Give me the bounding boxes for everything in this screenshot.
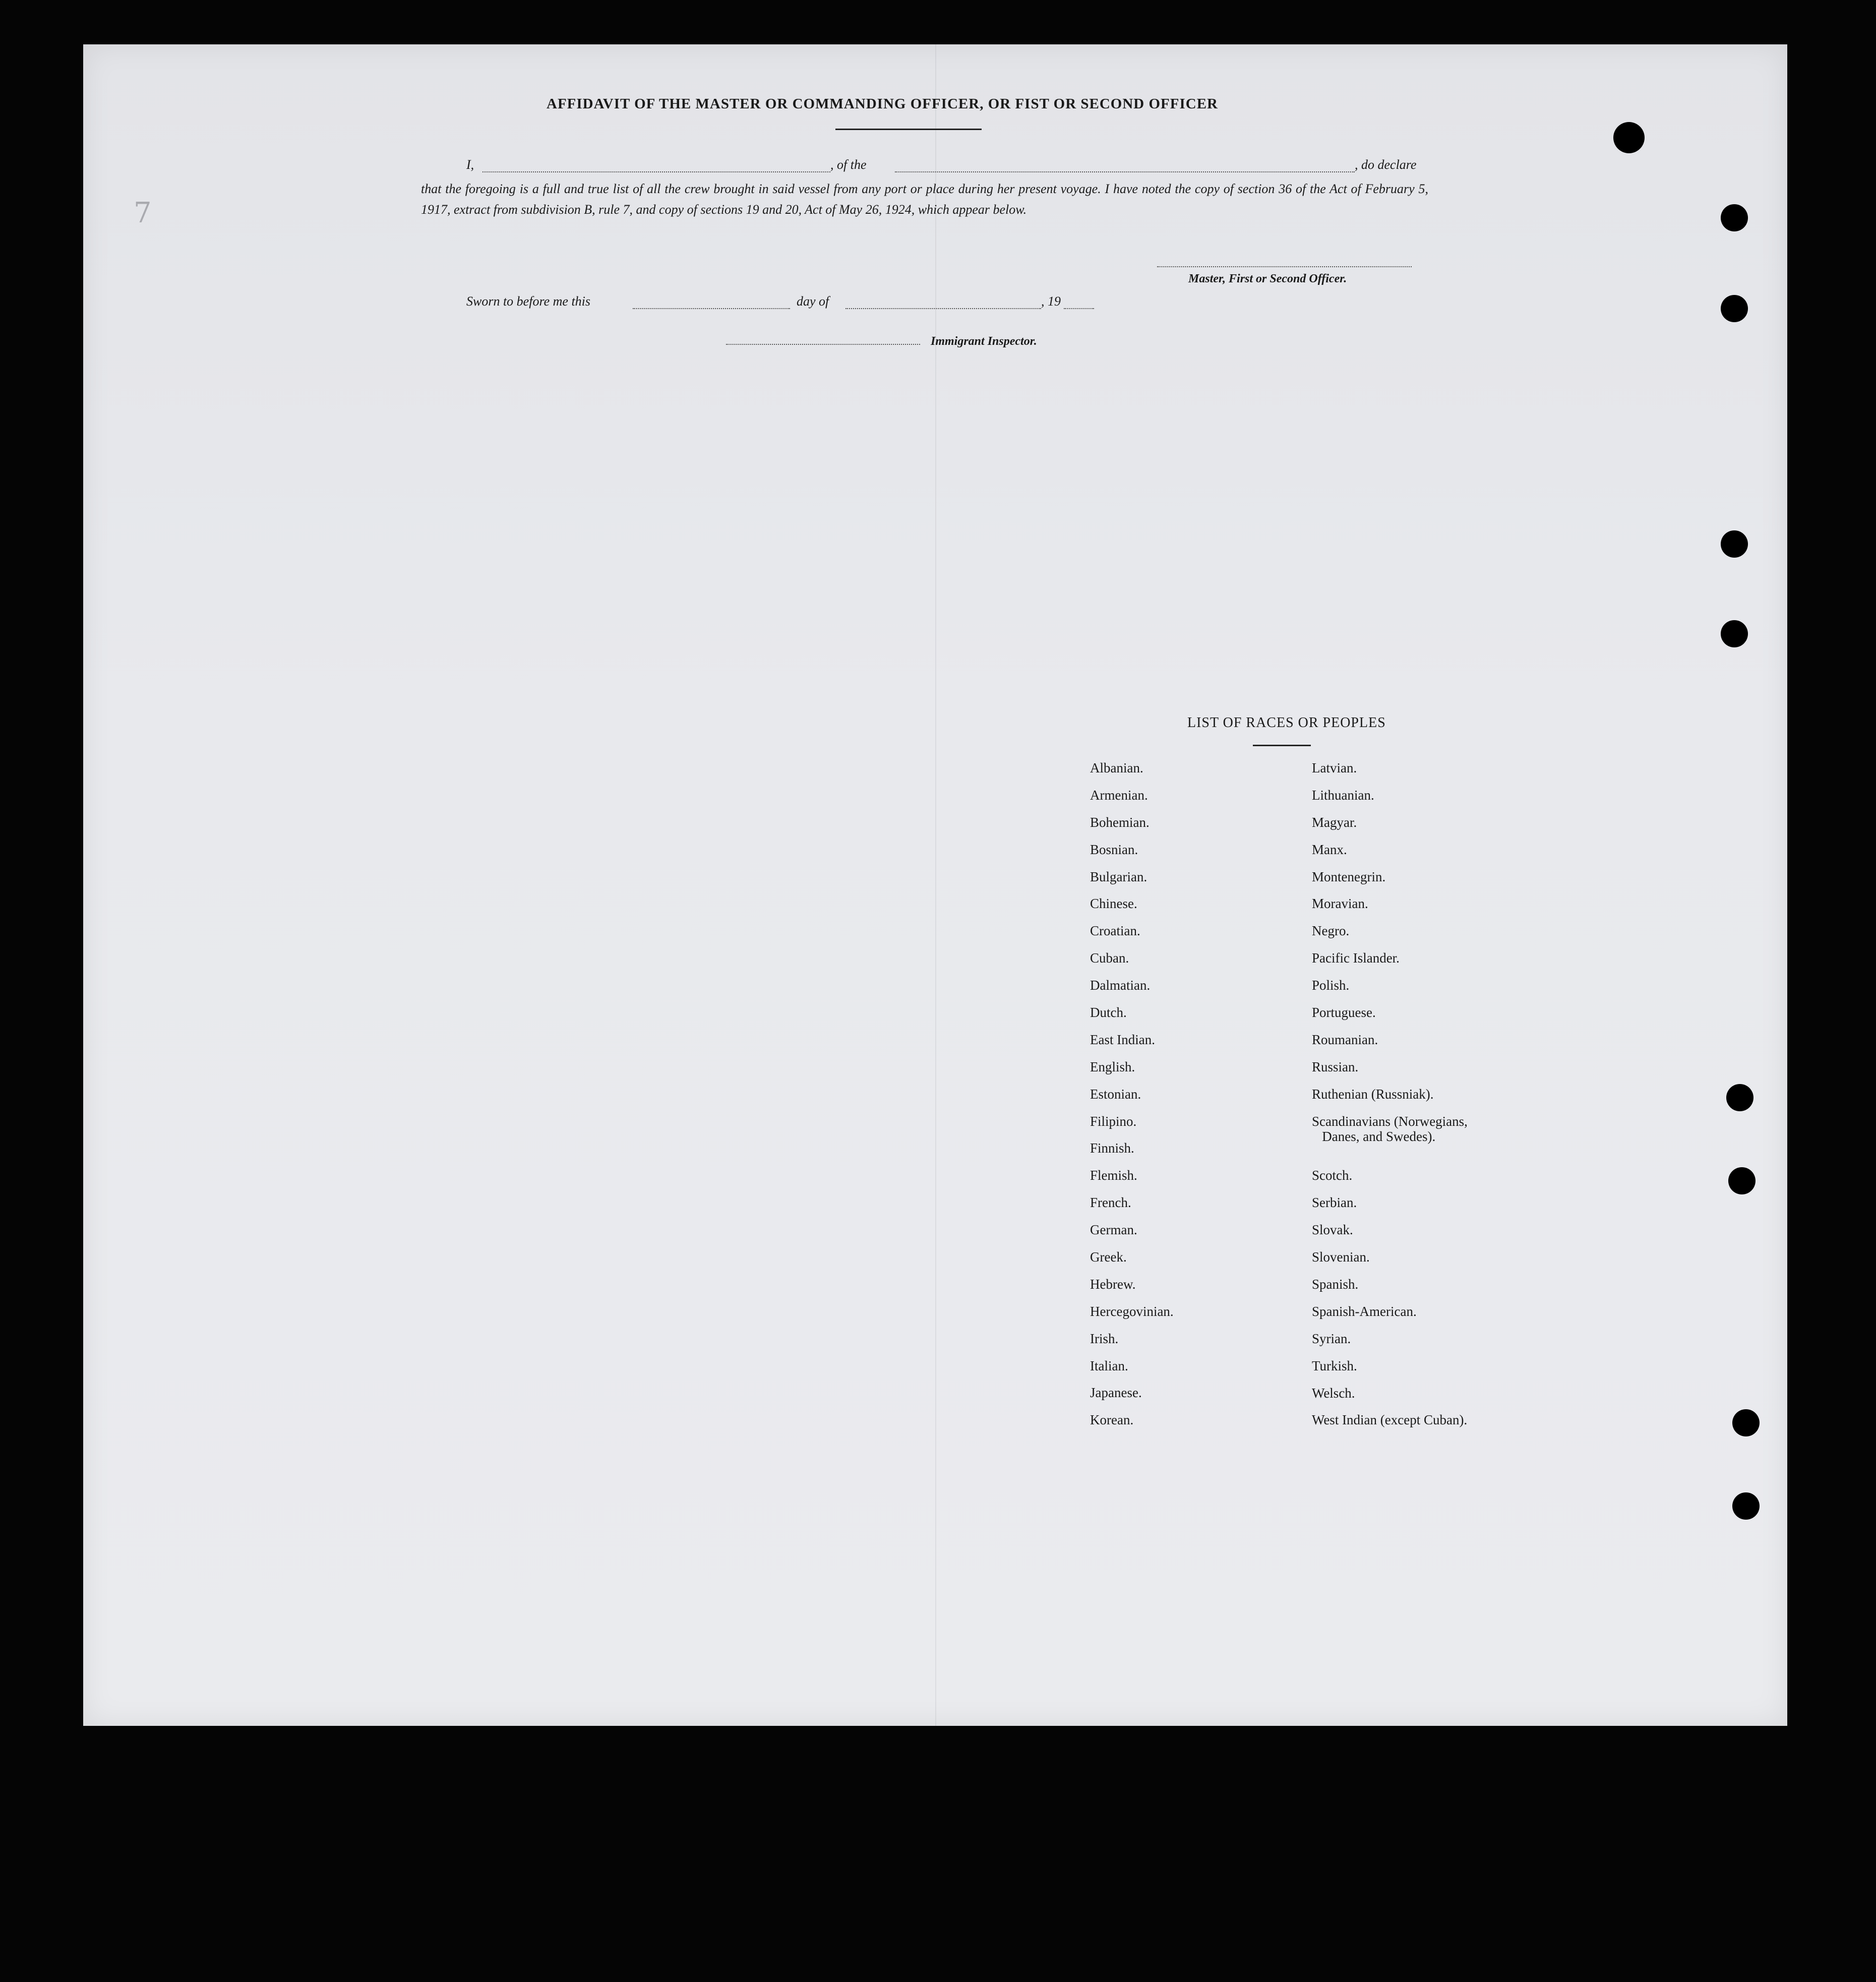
races-title: LIST OF RACES OR PEOPLES	[1187, 715, 1386, 731]
race-item: Korean.	[1090, 1412, 1134, 1428]
races-left-column	[1090, 760, 1174, 1439]
punch-hole	[1721, 204, 1748, 231]
races-title-underline	[1253, 745, 1311, 746]
race-item: Japanese.	[1090, 1385, 1142, 1401]
race-item: German.	[1090, 1222, 1137, 1238]
punch-hole	[1721, 620, 1748, 647]
race-item: Bosnian.	[1090, 842, 1138, 857]
race-item: Scandinavians (Norwegians, Danes, and Swedes).	[1312, 1113, 1468, 1144]
race-item: Armenian.	[1090, 787, 1148, 803]
race-item: Estonian.	[1090, 1086, 1141, 1102]
race-item: Welsch.	[1312, 1385, 1355, 1401]
race-item: Spanish.	[1312, 1276, 1359, 1292]
race-item: West Indian (except Cuban).	[1312, 1412, 1468, 1428]
race-item: Portuguese.	[1312, 1005, 1376, 1020]
race-item: Finnish.	[1090, 1140, 1134, 1156]
race-item: Manx.	[1312, 842, 1347, 857]
sworn-year-blank	[1064, 308, 1094, 309]
race-item: Latvian.	[1312, 760, 1357, 775]
sworn-day-of: day of	[797, 294, 829, 309]
declaration-start: I,	[466, 157, 474, 172]
race-item: Negro.	[1312, 923, 1350, 939]
declaration-first-line	[421, 157, 1428, 177]
sworn-year: , 19	[1041, 294, 1061, 309]
race-item: Italian.	[1090, 1358, 1128, 1373]
race-item: Polish.	[1312, 978, 1350, 993]
race-item: Cuban.	[1090, 950, 1129, 966]
sworn-prefix: Sworn to before me this	[466, 294, 591, 309]
race-item: Magyar.	[1312, 814, 1357, 830]
punch-hole	[1613, 122, 1645, 153]
race-item: Moravian.	[1312, 896, 1368, 912]
punch-hole	[1728, 1167, 1756, 1194]
punch-hole	[1721, 295, 1748, 322]
race-item: Flemish.	[1090, 1168, 1137, 1183]
master-signature-line	[1157, 266, 1412, 267]
affidavit-title: AFFIDAVIT OF THE MASTER OR COMMANDING OFFICER, OR FIST OR SECOND OFFICER	[547, 96, 1218, 112]
race-item: Bohemian.	[1090, 814, 1149, 830]
race-item: Albanian.	[1090, 760, 1143, 775]
race-item: Croatian.	[1090, 923, 1140, 939]
race-item: Filipino.	[1090, 1113, 1137, 1129]
race-item: Russian.	[1312, 1059, 1359, 1074]
race-item: Spanish-American.	[1312, 1303, 1417, 1319]
race-item: Roumanian.	[1312, 1032, 1378, 1047]
race-item: Bulgarian.	[1090, 869, 1147, 884]
race-item: Lithuanian.	[1312, 787, 1374, 803]
races-right-column	[1312, 760, 1468, 1439]
race-item: Montenegrin.	[1312, 869, 1386, 884]
race-item: French.	[1090, 1195, 1131, 1211]
vessel-blank	[895, 171, 1355, 172]
sworn-day-blank	[633, 308, 790, 309]
master-caption: Master, First or Second Officer.	[1188, 272, 1347, 285]
race-item: Slovak.	[1312, 1222, 1353, 1238]
declaration-do-declare: , do declare	[1355, 157, 1417, 172]
punch-hole	[1721, 530, 1748, 558]
handwritten-mark: 7	[134, 197, 152, 229]
declaration-of-the: , of the	[830, 157, 867, 172]
race-item: Dutch.	[1090, 1005, 1127, 1020]
race-item: Irish.	[1090, 1331, 1119, 1346]
inspector-signature-line	[726, 344, 920, 345]
name-blank	[482, 171, 830, 172]
race-item: Slovenian.	[1312, 1249, 1370, 1265]
race-item: Hercegovinian.	[1090, 1303, 1174, 1319]
inspector-caption: Immigrant Inspector.	[931, 335, 1037, 348]
race-item: Hebrew.	[1090, 1276, 1136, 1292]
punch-hole	[1732, 1492, 1760, 1520]
race-item: Chinese.	[1090, 896, 1137, 912]
race-item: English.	[1090, 1059, 1135, 1074]
race-item: Turkish.	[1312, 1358, 1357, 1373]
punch-hole	[1732, 1409, 1760, 1436]
declaration-body: that the foregoing is a full and true list of all the crew brought in said vessel from any port or place during her present voyage. I have noted the copy of section 36 of the Act of February 5, 1917, extract from subdivision B, rule 7, and copy of sections 19 and 20, Act of May 26, 1924, which appear below.	[421, 182, 1428, 217]
sworn-month-blank	[845, 308, 1041, 309]
race-item: Syrian.	[1312, 1331, 1351, 1346]
race-item: Dalmatian.	[1090, 978, 1151, 993]
race-item: Ruthenian (Russniak).	[1312, 1086, 1434, 1102]
sworn-row	[466, 294, 1097, 314]
race-item: Scotch.	[1312, 1168, 1353, 1183]
race-item: Greek.	[1090, 1249, 1127, 1265]
punch-hole	[1726, 1084, 1753, 1111]
title-underline	[835, 129, 982, 130]
race-item: Pacific Islander.	[1312, 950, 1400, 966]
race-item: East Indian.	[1090, 1032, 1155, 1047]
race-item: Serbian.	[1312, 1195, 1357, 1211]
